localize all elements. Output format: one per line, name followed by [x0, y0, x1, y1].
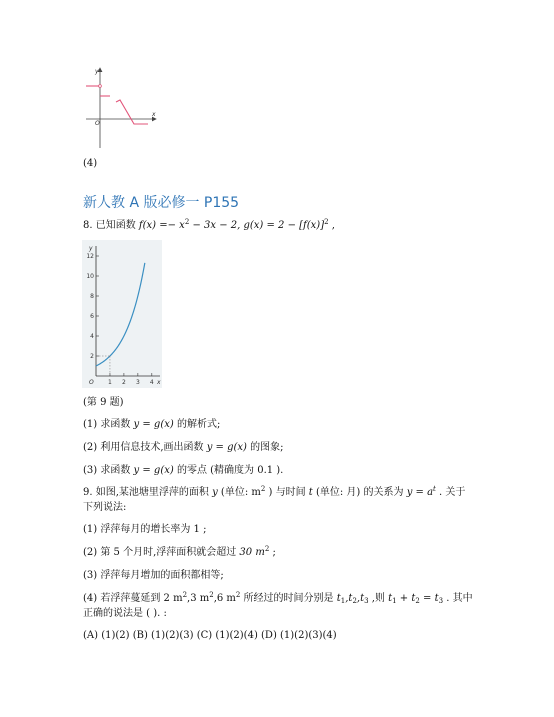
piecewise-curve: [86, 86, 148, 124]
question-1: (1) 求函数 y = g(x) 的解析式;: [83, 419, 221, 430]
section-heading: 新人教 A 版必修一 P155: [83, 195, 240, 211]
chart-y-tick-label: 10: [86, 273, 94, 280]
chart-background: [82, 240, 162, 388]
statement-3: (3) 浮萍每月增加的面积都相等;: [83, 570, 224, 581]
chart-origin-label: O: [89, 379, 94, 386]
chart-x-tick-label: 3: [135, 379, 140, 386]
statement-4-line1: (4) 若浮萍蔓延到 2 $m^2,3$ $m^2,6$ $m^2$ 所经过的时间分别是 $t_1,t_2,t_3$ ,则 $t_1 + t_2 = t_3$ . 其中: [83, 591, 473, 605]
chart-axis-y-label: y: [89, 245, 93, 252]
figure-label-4: (4): [83, 158, 98, 169]
answer-options: (A) (1)(2) (B) (1)(2)(3) (C) (1)(2)(4) (D) (1)(2)(3)(4): [83, 630, 337, 641]
figure-piecewise-graph: [84, 64, 160, 150]
chart-x-tick-label: 1: [108, 379, 112, 386]
origin-label: O: [95, 120, 100, 127]
statement-2: (2) 第 5 个月时,浮萍面积就会超过 30 $m^2$ ;: [83, 545, 276, 558]
chart-y-tick-label: 4: [90, 333, 94, 340]
chart-y-tick-label: 8: [90, 293, 94, 300]
exponential-growth-chart: [82, 240, 162, 388]
problem-9-line1: 9. 如图,某池塘里浮萍的面积 y (单位: $m^2$ ) 与时间 t (单位: 月) 的关系为 $y = a^t$ . 关于: [83, 485, 466, 498]
axis-x-label: x: [152, 111, 156, 118]
chart-x-tick-label: 4: [149, 379, 154, 386]
statement-4-line2: 正确的说法是 ( ). :: [83, 608, 167, 619]
chart-axis-x-label: x: [157, 379, 161, 386]
problem-9-line2: 下列说法:: [83, 502, 127, 513]
problem-8-statement: 8. 已知函数 $f(x) =- x^2 - 3x - 2$, $g(x) = 2 - [f(x)]^2$ ,: [83, 218, 335, 231]
chart-y-tick-label: 12: [86, 253, 94, 260]
chart-x-tick-label: 2: [121, 379, 126, 386]
chart-y-tick-label: 2: [90, 353, 94, 360]
question-2: (2) 利用信息技术,画出函数 y = g(x) 的图象;: [83, 442, 284, 453]
question-3: (3) 求函数 y = g(x) 的零点 (精确度为 0.1 ).: [83, 465, 284, 476]
figure-caption-q9: (第 9 题): [83, 397, 124, 408]
statement-1: (1) 浮萍每月的增长率为 1 ;: [83, 524, 207, 535]
axis-y-label: y: [95, 68, 99, 75]
chart-y-tick-label: 6: [90, 313, 94, 320]
